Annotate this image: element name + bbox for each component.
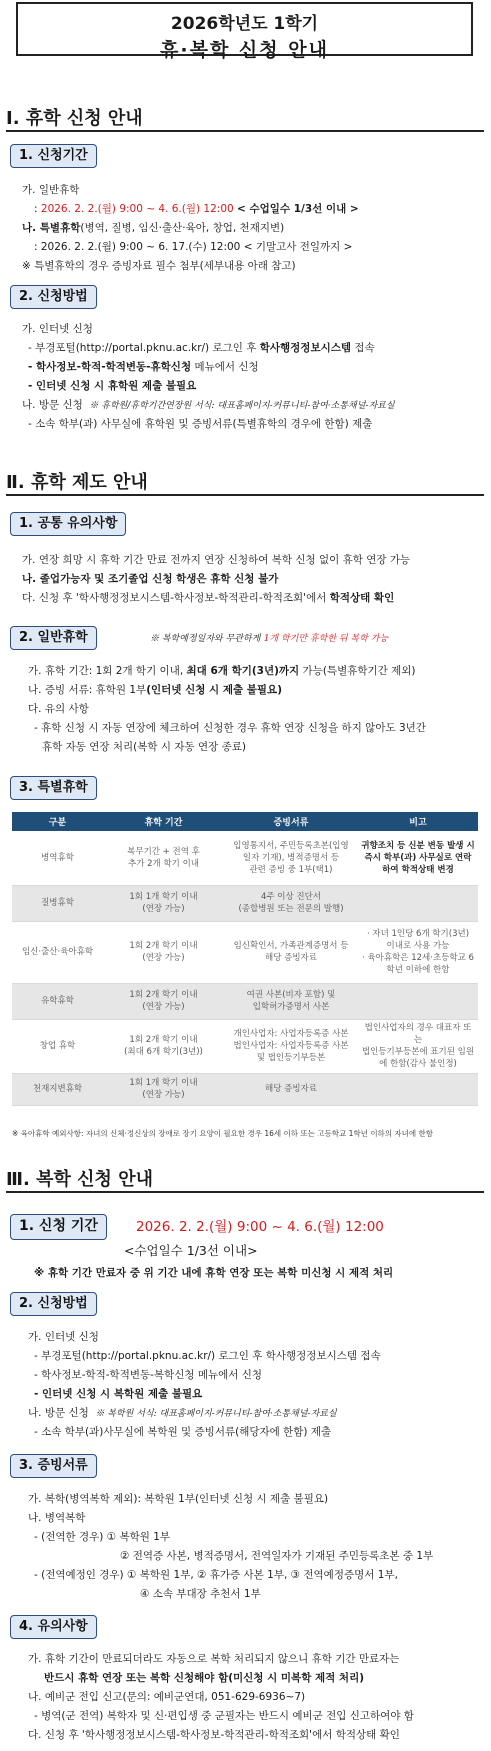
table-header: 휴학 기간 — [103, 812, 224, 831]
sub-general-leave: 2. 일반휴학 — [10, 626, 97, 650]
table-cell: 1회 2개 학기 이내 (연장 가능) — [103, 983, 224, 1019]
table-cell: 1회 2개 학기 이내 (최대 6개 학기(3년)) — [103, 1019, 224, 1073]
table-cell — [358, 885, 478, 921]
return-doc-expected-1: - (전역예정인 경우) ① 복학원 1부, ② 휴가증 사본 1부, ③ 전역예정증명서 1부, — [34, 1569, 398, 1581]
table-cell: 귀향조치 등 신분 변동 발생 시 즉시 학부(과) 사무실로 연락 하여 학적상태 변경 — [358, 831, 478, 885]
return-caution-3: 나. 예비군 전입 신고(문의: 예비군연대, 051-629-6936~7) — [28, 1691, 306, 1703]
general-leave-caution-1: - 휴학 신청 시 자동 연장에 체크하여 신청한 경우 휴학 연장 신청을 하지 않아도 3년간 — [34, 722, 426, 734]
general-leave-duration: 가. 휴학 기간: 1회 2개 학기 이내, 최대 6개 학기(3년)까지 가능(특별휴학기간 제외) — [28, 665, 416, 677]
table-header: 구분 — [12, 812, 103, 831]
special-leave-label: 나. 특별휴학(병역, 질병, 임신·출산·육아, 창업, 천재지변) — [22, 222, 285, 234]
table-cell: 1회 2개 학기 이내 (연장 가능) — [103, 921, 224, 983]
section-3-heading: Ⅲ. 복학 신청 안내 — [6, 1169, 153, 1190]
common-note-1: 가. 연장 희망 시 휴학 기간 만료 전까지 연장 신청하여 복학 신청 없이 휴학 연장 가능 — [22, 554, 411, 566]
table-cell: 4주 이상 진단서 (종합병원 또는 전문의 발행) — [224, 885, 358, 921]
table-cell: 개인사업자: 사업자등록증 사본 법인사업자: 사업자등록증 사본 및 법인등기부등본 — [224, 1019, 358, 1073]
section-2-rule — [6, 494, 484, 496]
return-doc-expected-2: ④ 소속 부대장 추천서 1부 — [140, 1588, 261, 1600]
table-cell: 천재지변휴학 — [12, 1073, 103, 1105]
menu-path-instruction: - 학사정보-학적-학적변동-휴학신청 메뉴에서 신청 — [28, 361, 259, 373]
table-row — [12, 885, 478, 921]
return-dismissal-note: ※ 휴학 기간 만료자 중 위 기간 내에 휴학 연장 또는 복학 미신청 시 제적 처리 — [34, 1267, 394, 1279]
title-year: 2026학년도 1학기 — [170, 14, 319, 34]
return-caution-5: 다. 신청 후 '학사행정정보시스템-학사정보-학적관리-학적조회'에서 학적상태 확인 — [28, 1729, 400, 1741]
return-visit-label: 나. 방문 신청 ※ 복학원 서식: 대표홈페이지-커뮤니티-참여·소통채널-자료실 — [28, 1407, 337, 1419]
return-portal-instruction: - 부경포털(http://portal.pknu.ac.kr/) 로그인 후 학사행정정보시스템 접속 — [34, 1350, 381, 1362]
return-menu-instruction: - 학사정보-학적-학적변동-복학신청 메뉴에서 신청 — [34, 1369, 263, 1381]
table-row — [12, 1019, 478, 1073]
sub-common-notes: 1. 공통 유의사항 — [10, 512, 126, 536]
general-leave-limit: < 수업일수 1/3선 이내 > — [237, 203, 359, 215]
visit-submit-instruction: - 소속 학부(과) 사무실에 휴학원 및 증빙서류(특별휴학의 경우에 한함) 제출 — [28, 418, 373, 430]
table-cell: 법인사업자의 경우 대표자 또는 법인등기부등본에 표기된 임원 에 한함(감사 불인정) — [358, 1019, 478, 1073]
table-cell: 창업 휴학 — [12, 1019, 103, 1073]
return-doc-discharged-2: ② 전역증 사본, 병적증명서, 전역일자가 기재된 주민등록초본 중 1부 — [120, 1550, 434, 1562]
return-caution-4: - 병역(군 전역) 복학자 및 신·편입생 중 군필자는 반드시 예비군 전입 신고하여야 함 — [34, 1710, 414, 1722]
table-cell: 입영통지서, 주민등록초본(입영 일자 기재), 병적증명서 등 관련 증빙 중 1부(택1) — [224, 831, 358, 885]
sub-apply-method: 2. 신청방법 — [10, 285, 97, 309]
return-online-label: 가. 인터넷 신청 — [28, 1331, 99, 1343]
table-cell: 1회 1개 학기 이내 (연장 가능) — [103, 885, 224, 921]
visit-apply-label: 나. 방문 신청 ※ 휴학원/휴학기간연장원 서식: 대표홈페이지-커뮤니티-참여·소통채널-자료실 — [22, 399, 395, 411]
return-caution-1: 가. 휴학 기간이 만료되더라도 자동으로 복학 처리되지 않으니 휴학 기간 만료자는 — [28, 1653, 400, 1665]
table-row — [12, 1073, 478, 1105]
special-leave-period: : 2026. 2. 2.(월) 9:00 ~ 6. 17.(수) 12:00 < 기말고사 전일까지 > — [34, 241, 353, 253]
online-apply-label: 가. 인터넷 신청 — [22, 323, 93, 335]
sub-return-period: 1. 신청 기간 — [10, 1214, 107, 1240]
special-leave-note: ※ 특별휴학의 경우 증빙자료 필수 첨부(세부내용 아래 참고) — [22, 260, 296, 272]
title-box — [16, 2, 473, 61]
return-doc-military-label: 나. 병역복학 — [28, 1512, 86, 1524]
section-1-heading: Ⅰ. 휴학 신청 안내 — [6, 108, 143, 129]
general-leave-label: 가. 일반휴학 — [22, 184, 80, 196]
portal-login-instruction: - 부경포털(http://portal.pknu.ac.kr/) 로그인 후 학사행정정보시스템 접속 — [28, 342, 375, 354]
return-period-limit: <수업일수 1/3선 이내> — [124, 1243, 258, 1258]
general-leave-caution-2: 휴학 자동 연장 처리(복학 시 자동 연장 종료) — [42, 741, 246, 753]
table-cell: 1회 1개 학기 이내 (연장 가능) — [103, 1073, 224, 1105]
common-note-3: 다. 신청 후 '학사행정정보시스템-학사정보-학적관리-학적조회'에서 학적상태 확인 — [22, 592, 395, 604]
table-cell: · 자녀 1인당 6개 학기(3년) 이내로 사용 가능 · 육아휴학은 12세·초등학교 6 학년 이하에 한함 — [358, 921, 478, 983]
table-cell: 임신·출산·육아휴학 — [12, 921, 103, 983]
table-header: 비고 — [358, 812, 478, 831]
return-caution-2: 반드시 휴학 연장 또는 복학 신청해야 함(미신청 시 미복학 제적 처리) — [44, 1672, 365, 1684]
return-no-form-needed: - 인터넷 신청 시 복학원 제출 불필요 — [34, 1388, 203, 1400]
general-leave-period: : 2026. 2. 2.(월) 9:00 ~ 4. 6.(월) 12:00 < 수업일수 1/3선 이내 > — [34, 203, 359, 215]
table-cell — [358, 1073, 478, 1105]
special-leave-table — [12, 812, 478, 1106]
return-doc-discharged-1: - (전역한 경우) ① 복학원 1부 — [34, 1531, 171, 1543]
section-3-rule — [6, 1191, 484, 1193]
table-footnote: ※ 육아휴학 예외사항: 자녀의 신체·정신상의 장애로 장기 요양이 필요한 경우 16세 이하 또는 고등학교 1학년 이하의 자녀에 한함 — [12, 1129, 434, 1138]
table-header: 증빙서류 — [224, 812, 358, 831]
table-row — [12, 831, 478, 885]
table-cell: 복무기간 + 전역 후 추가 2개 학기 이내 — [103, 831, 224, 885]
sub-apply-period: 1. 신청기간 — [10, 144, 97, 168]
page-title: 휴·복학 신청 안내 — [160, 39, 329, 61]
general-leave-caution-label: 다. 유의 사항 — [28, 703, 89, 715]
table-row — [12, 921, 478, 983]
no-form-needed: - 인터넷 신청 시 휴학원 제출 불필요 — [28, 380, 197, 392]
table-cell: 해당 증빙자료 — [224, 1073, 358, 1105]
general-leave-handnote: ※ 복학예정일자와 무관하게 1개 학기만 휴학한 뒤 복학 가능 — [150, 634, 389, 644]
sub-return-method: 2. 신청방법 — [10, 1292, 97, 1316]
general-leave-dates: 2026. 2. 2.(월) 9:00 ~ 4. 6.(월) 12:00 — [40, 203, 234, 215]
table-header-row — [12, 812, 478, 831]
sub-special-leave: 3. 특별휴학 — [10, 776, 97, 800]
section-2-heading: Ⅱ. 휴학 제도 안내 — [6, 472, 148, 493]
table-row — [12, 983, 478, 1019]
return-doc-general: 가. 복학(병역복학 제외): 복학원 1부(인터넷 신청 시 제출 불필요) — [28, 1493, 329, 1505]
table-cell: 여권 사본(비자 포함) 및 입학허가증명서 사본 — [224, 983, 358, 1019]
table-cell: 질병휴학 — [12, 885, 103, 921]
sub-return-documents: 3. 증빙서류 — [10, 1454, 97, 1478]
general-leave-documents: 나. 증빙 서류: 휴학원 1부(인터넷 신청 시 제출 불필요) — [28, 684, 282, 696]
table-cell — [358, 983, 478, 1019]
return-visit-instruction: - 소속 학부(과)사무실에 복학원 및 증빙서류(해당자에 한함) 제출 — [34, 1426, 332, 1438]
table-cell: 병역휴학 — [12, 831, 103, 885]
sub-return-cautions: 4. 유의사항 — [10, 1615, 97, 1639]
return-period-dates: 2026. 2. 2.(월) 9:00 ~ 4. 6.(월) 12:00 — [136, 1219, 384, 1235]
section-1-rule — [6, 130, 484, 132]
common-note-2: 나. 졸업가능자 및 조기졸업 신청 학생은 휴학 신청 불가 — [22, 573, 279, 585]
table-cell: 임신확인서, 가족관계증명서 등 해당 증빙자료 — [224, 921, 358, 983]
table-cell: 유학휴학 — [12, 983, 103, 1019]
